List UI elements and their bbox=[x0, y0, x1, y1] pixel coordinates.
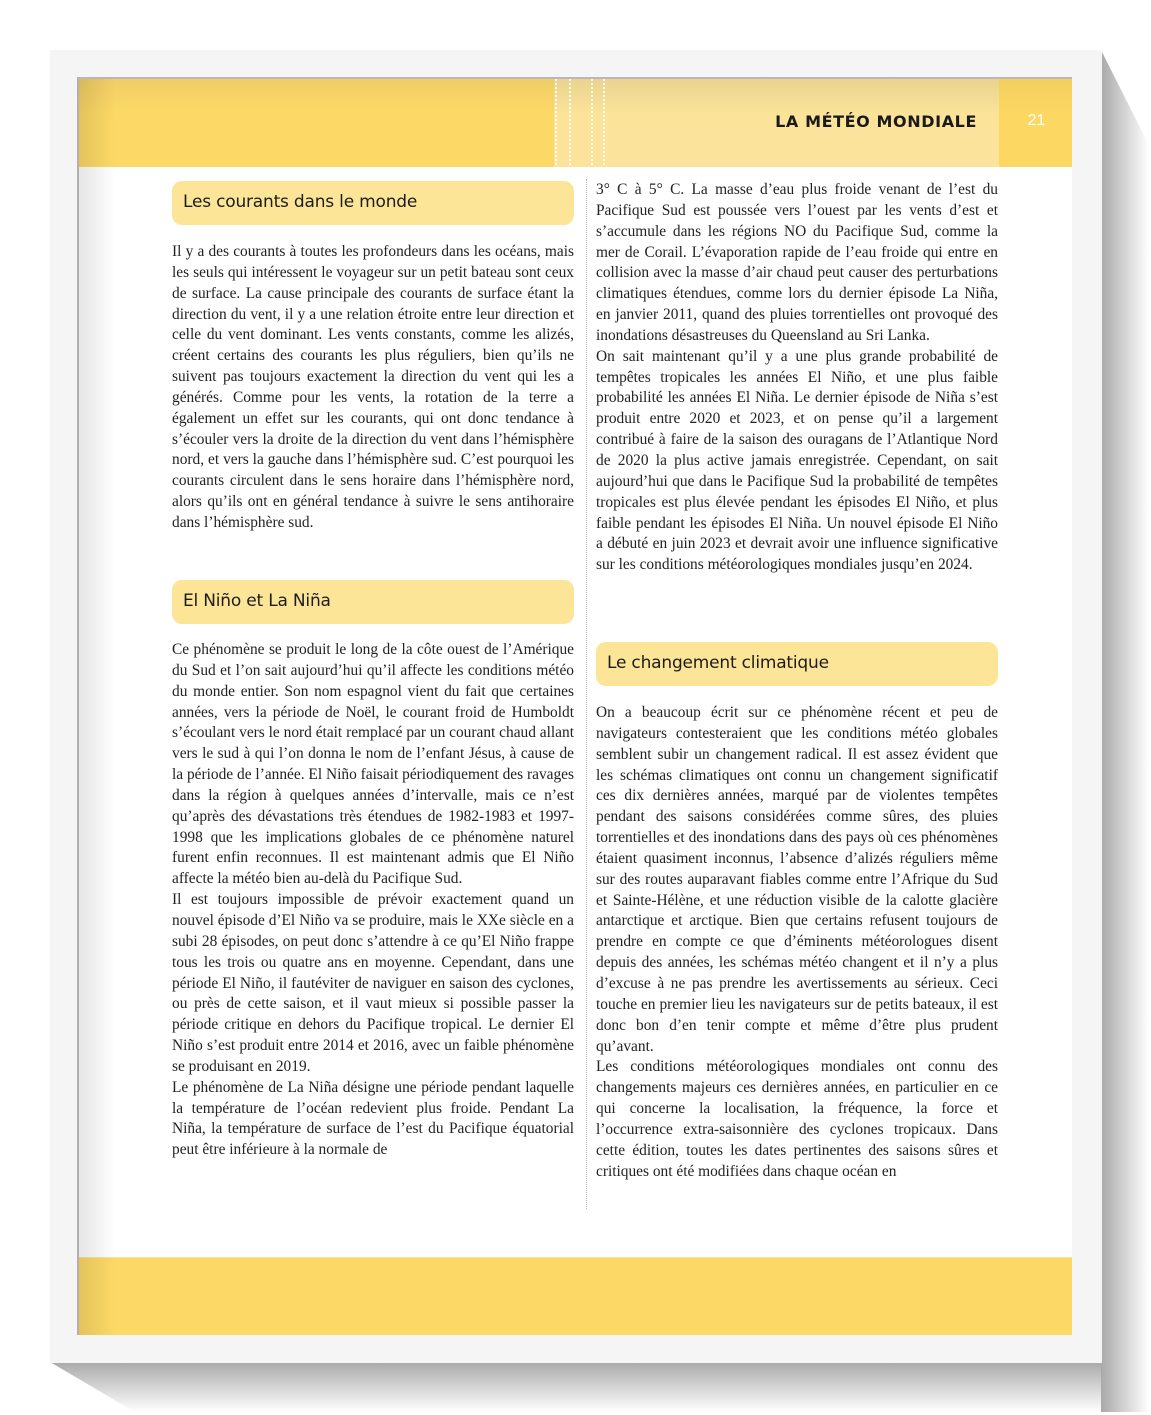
book-page bbox=[77, 77, 1072, 1335]
footer-band bbox=[79, 1257, 1072, 1335]
paragraph: Les conditions météorologiques mondiales ont connu des changements majeurs ces dernières années, en particulier en ce qui concerne la localisation, la fréquence, la force et l’occurrence extra-saisonnière des cyclones tropicaux. Dans cette édition, toutes les dates pertinentes des saisons sûres et critiques ont été modifiées dans chaque océan en bbox=[596, 1058, 998, 1180]
column-divider bbox=[586, 179, 587, 1209]
section-heading-changement-climatique: Le changement climatique bbox=[596, 642, 998, 686]
section-body-courants bbox=[172, 242, 574, 534]
paragraph: On sait maintenant qu’il y a une plus grande probabilité de tempêtes tropicales les années El Niño, et une plus faible probabilité les années El Niña. Le dernier épisode de Niña s’est produit entre 2020 et 2023, et on pense qu’il a largement contribué à faire de la saison des ouragans de l’Atlantique Nord de 2020 la plus active jamais enregistrée. Cependant, on sait aujourd’hui que dans le Pacifique Sud la probabilité de tempêtes tropicales est plus élevée pendant les épisodes El Niño, et plus faible pendant les épisodes El Niña. Un nouvel épisode El Niño a débuté en juin 2023 et devrait avoir une influence significative sur les conditions météorologiques mondiales jusqu’en 2024. bbox=[596, 347, 998, 574]
running-head: LA MÉTÉO MONDIALE bbox=[775, 112, 977, 131]
section-body-el-nino-continued bbox=[596, 180, 998, 576]
frame-shadow-right bbox=[1101, 50, 1149, 1412]
header-dotted-stripes bbox=[547, 79, 607, 167]
section-body-changement-climatique bbox=[596, 703, 998, 1182]
section-body-el-nino bbox=[172, 640, 574, 1161]
page-number: 21 bbox=[1027, 112, 1046, 129]
section-heading-el-nino: El Niño et La Niña bbox=[172, 580, 574, 624]
section-heading-courants: Les courants dans le monde bbox=[172, 181, 574, 225]
frame-shadow-bottom bbox=[50, 1362, 1110, 1412]
paragraph: Ce phénomène se produit le long de la côte ouest de l’Amérique du Sud et l’on sait aujourd’hui qu’il affecte les conditions météo du monde entier. Son nom espagnol vient du fait que certaines années, vers la période de Noël, le courant froid de Humboldt s’écoulant vers le nord était remplacé par un courant chaud allant vers le sud à qui l’on donna le nom de l’enfant Jésus, à cause de la période de l’année. El Niño faisait périodiquement des ravages dans la région à quelques années d’intervalle, mais ce n’est qu’après des dévastations très étendues de 1982-1983 et 1997-1998 que les implications globales de ce phénomène naturel furent enfin reconnues. Il est maintenant admis que El Niño affecte la météo bien au-delà du Pacifique Sud. bbox=[172, 641, 574, 888]
paragraph: Il est toujours impossible de prévoir exactement quand un nouvel épisode d’El Niño va se produire, mais le XXe siècle en a subi 28 épisodes, on peut donc s’attendre à ce qu’El Niño frappe tous les trois ou quatre ans en moyenne. Cependant, dans une période El Niño, il fautéviter de naviguer en saison des cyclones, ou près de cette saison, et il vaut mieux si possible passer la période critique en dehors du Pacifique tropical. Le dernier El Niño s’est produit entre 2014 et 2016, avec un faible phénomène se produisant en 2019. bbox=[172, 891, 574, 1075]
paragraph: Le phénomène de La Niña désigne une période pendant laquelle la température de l’océan redevient plus froide. Pendant La Niña, la température de surface de l’est du Pacifique équatorial peut être inférieure à la normale de bbox=[172, 1078, 574, 1159]
paragraph: Il y a des courants à toutes les profondeurs dans les océans, mais les seuls qui intéressent le voyageur sur un petit bateau sont ceux de surface. La cause principale des courants de surface étant la direction du vent, il y a une relation étroite entre leur direction et celle du vent dominant. Les vents constants, comme les alizés, créent certains des courants les plus réguliers, bien qu’ils ne suivent pas toujours exactement la direction du vent qui les a générés. Comme pour les vents, la rotation de la terre a également un effet sur les courants, qui ont donc tendance à s’écouler vers la droite de la direction du vent dans l’hémisphère nord, et vers la gauche dans l’hémisphère sud. C’est pourquoi les courants circulent dans le sens horaire dans l’hémisphère nord, alors qu’ils ont en général tendance à suivre le sens antihoraire dans l’hémisphère sud. bbox=[172, 243, 574, 531]
paragraph: 3° C à 5° C. La masse d’eau plus froide venant de l’est du Pacifique Sud est poussée vers l’ouest par les vents d’est et s’accumule dans les régions NO du Pacifique Sud, comme la mer de Corail. L’évaporation rapide de l’eau froide qui entre en collision avec la masse d’air chaud peut causer des perturbations climatiques étendues, comme lors du dernier épisode La Niña, en janvier 2011, quand des pluies torrentielles ont provoqué des inondations désastreuses du Queensland au Sri Lanka. bbox=[596, 181, 998, 344]
paragraph: On a beaucoup écrit sur ce phénomène récent et peu de navigateurs contesteraient que les conditions météo globales semblent subir un changement radical. Il est assez évident que les schémas climatiques ont connu un changement significatif ces dix dernières années, marqué par de violentes tempêtes pendant des saisons considérées comme sûres, des pluies torrentielles et des inondations dans des pays où ces phénomènes étaient quasiment inconnus, l’absence d’alizés réguliers même sur des routes auparavant fiables comme entre l’Afrique du Sud et Sainte-Hélène, et une réduction visible de la calotte glacière antarctique et arctique. Bien que certains refusent toujours de prendre en compte ce que d’éminents météorologues disent depuis des années, les schémas météo changent et il n’y a plus d’excuse à ne pas prendre les avertissements au sérieux. Ceci touche en premier lieu les navigateurs sur de petits bateaux, il est donc bon d’en tenir compte et même d’être plus prudent qu’avant. bbox=[596, 704, 998, 1055]
